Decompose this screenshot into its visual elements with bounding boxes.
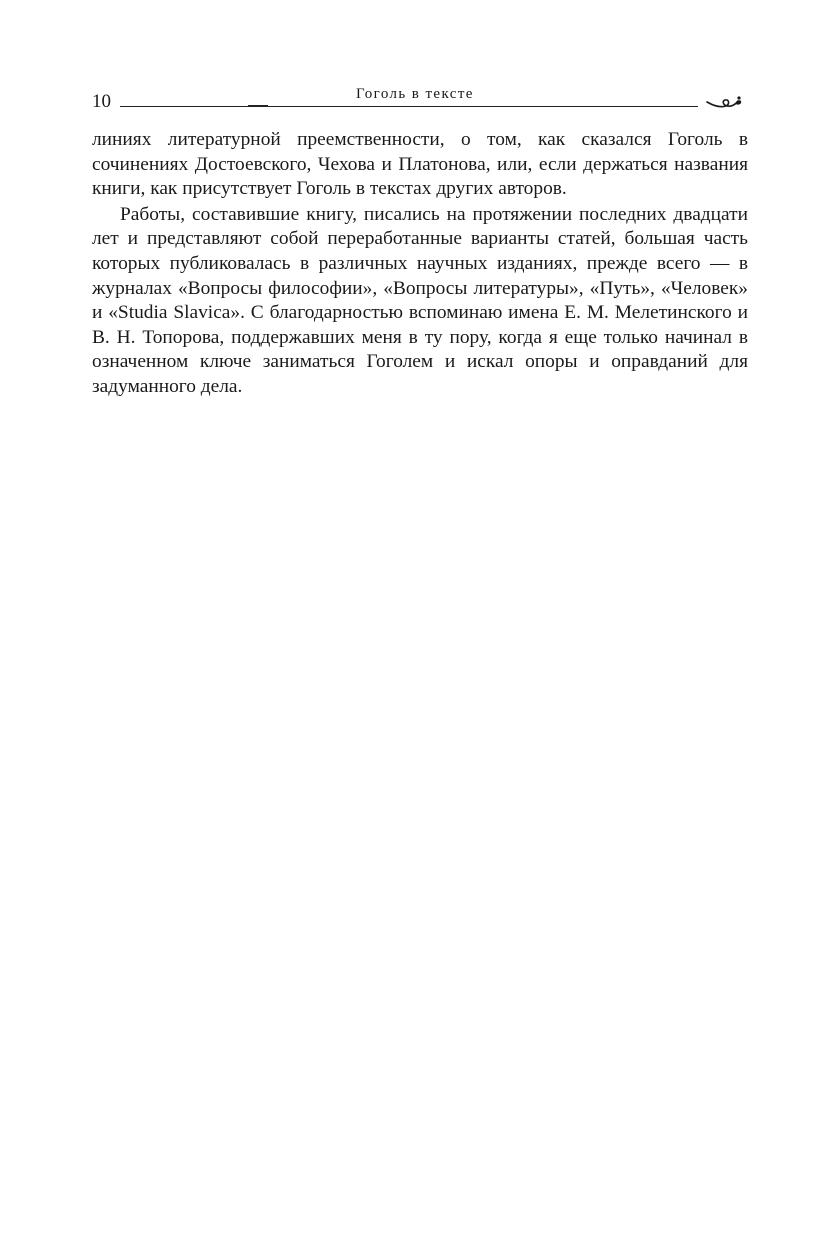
paragraph-continuation: линиях литературной преемственности, о том, как сказался Гоголь в сочинениях Достоевского, Чехова и Платонова, или, если держаться названия книги, как присутствует Гоголь в текстах других авторов. <box>92 129 748 200</box>
header-rule-accent <box>248 105 268 107</box>
page-header <box>92 82 744 116</box>
flourish-ornament-icon <box>706 94 744 116</box>
paragraph-works: Работы, составившие книгу, писались на протяжении последних двадцати лет и представляют собой переработанные варианты статей, большая часть которых публиковалась в различных научных изданиях, прежде всего — в журналах «Вопросы философии», «Вопросы литературы», «Путь», «Человек» и «Studia Slavica». С благодарностью вспоминаю имена Е. М. Мелетинского и В. Н. Топорова, поддержавших меня в ту пору, когда я еще только начинал в означенном ключе заниматься Гоголем и искал опоры и оправданий для задуманного дела. <box>92 203 748 397</box>
body-text <box>92 128 748 400</box>
running-title: Гоголь в тексте <box>356 86 474 102</box>
page-number: 10 <box>92 91 111 112</box>
header-rule <box>120 106 698 107</box>
